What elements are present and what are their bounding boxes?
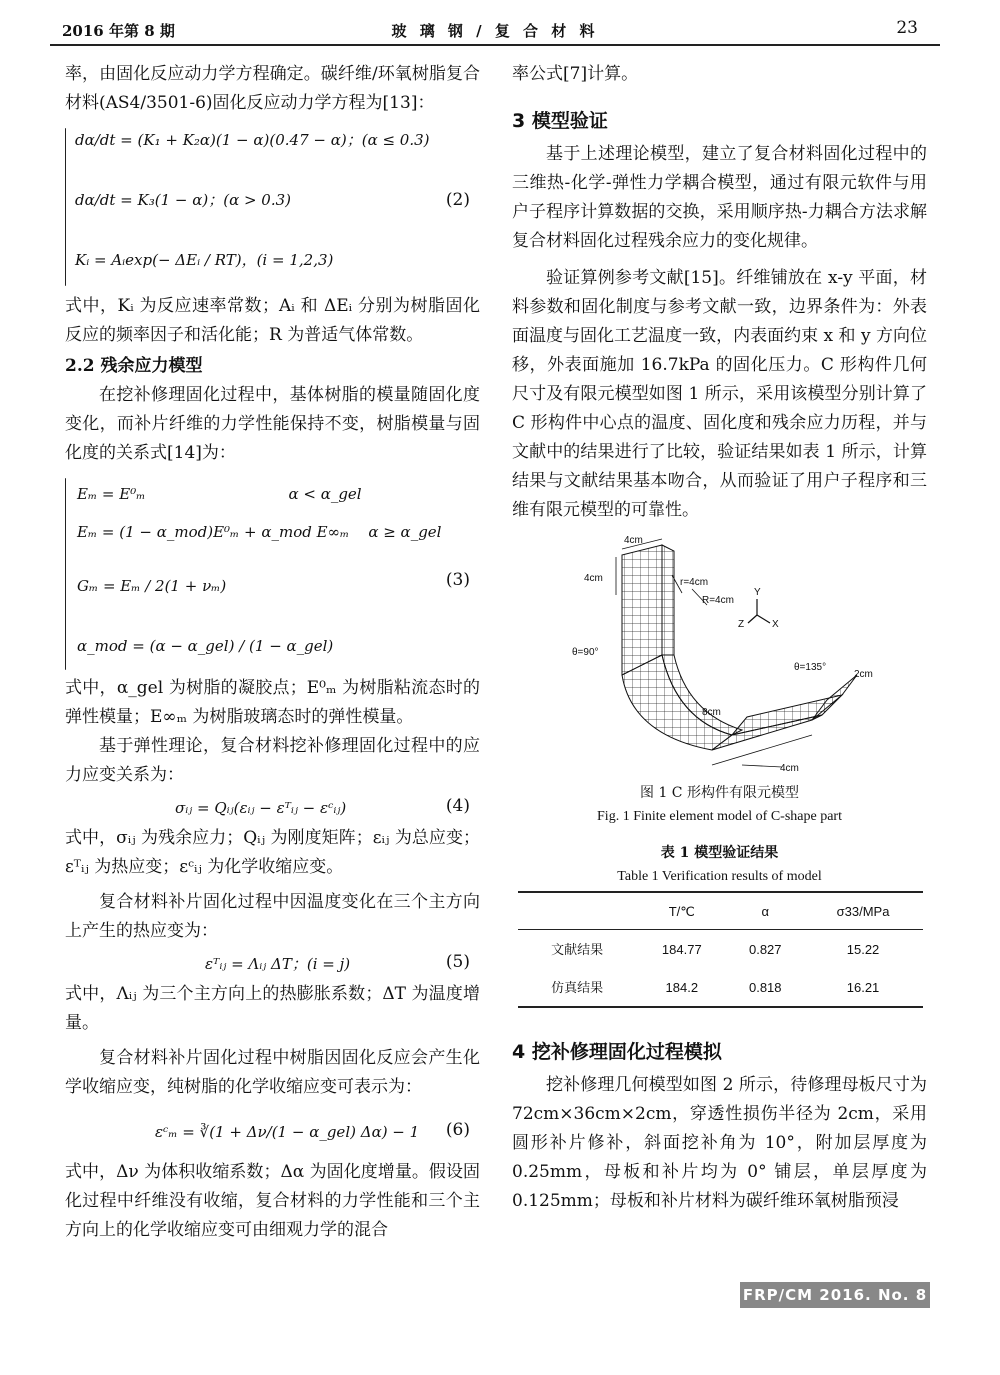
table-header: T/℃ bbox=[636, 892, 727, 930]
eq2-line1: dα/dt = (K₁ + K₂α)(1 − α)(0.47 − α)；(α ≤ 0.3) bbox=[75, 131, 430, 149]
equation-number: (4) bbox=[445, 796, 470, 816]
angle-label: θ=90° bbox=[572, 647, 599, 658]
paragraph: 率公式[7]计算。 bbox=[512, 64, 639, 84]
vertical-flange bbox=[622, 545, 662, 675]
left-column bbox=[65, 60, 480, 1245]
section-heading: 2.2 残余应力模型 bbox=[65, 356, 203, 376]
equation-6 bbox=[65, 1102, 480, 1158]
dim-label: 4cm bbox=[584, 573, 603, 584]
table-caption-en: Table 1 Verification results of model bbox=[617, 869, 822, 884]
paragraph: 基于上述理论模型，建立了复合材料固化过程中的三维热-化学-弹性力学耦合模型，通过有限元软件与用户子程序计算数据的交换，采用顺序热-力耦合方法求解复合材料固化过程残余应力的变化规律。 bbox=[512, 144, 927, 251]
eq3-line4: α_mod = (α − α_gel) / (1 − α_gel) bbox=[77, 637, 334, 655]
dim-label: 2cm bbox=[854, 669, 873, 680]
table-header: α bbox=[727, 892, 803, 930]
paragraph: 挖补修理几何模型如图 2 所示，待修理母板尺寸为 72cm×36cm×2cm，穿透性损伤半径为 2cm，采用圆形补片修补，斜面挖补角为 10°，附加层厚度为 0.25mm，母板和补片均为 0° 铺层，单层厚度为 0.125mm；母板和补片材料为碳纤维环氧树脂预浸 bbox=[512, 1075, 927, 1211]
right-column bbox=[512, 60, 927, 1216]
table-header: σ33/MPa bbox=[803, 892, 923, 930]
eq6-body: εᶜₘ = ∛(1 + Δν/(1 − α_gel) Δα) − 1 bbox=[155, 1123, 420, 1141]
figure-caption-en: Fig. 1 Finite element model of C-shape part bbox=[597, 809, 842, 824]
equation-number: (3) bbox=[445, 570, 470, 590]
table-cell: 15.22 bbox=[846, 941, 880, 957]
table-cell: 0.818 bbox=[727, 968, 803, 1007]
dim-label: r=4cm bbox=[680, 577, 709, 588]
equation-3 bbox=[65, 474, 480, 674]
journal-badge: FRP/CM 2016. No. 8 bbox=[740, 1282, 930, 1308]
section-heading: 3 模型验证 bbox=[512, 110, 608, 132]
axis-label: Y bbox=[754, 587, 761, 598]
table-row bbox=[518, 930, 923, 969]
table-cell: 0.827 bbox=[748, 941, 782, 957]
flange-side bbox=[662, 545, 674, 655]
equation-number: (2) bbox=[445, 190, 470, 210]
figure-caption-cn: 图 1 C 形构件有限元模型 bbox=[640, 785, 799, 801]
section-heading: 4 挖补修理固化过程模拟 bbox=[512, 1041, 722, 1063]
eq3-line2: Eₘ = (1 − α_mod)E⁰ₘ + α_mod E∞ₘ α ≥ α_gel bbox=[77, 523, 442, 541]
eq3-line1: Eₘ = E⁰ₘ α < α_gel bbox=[77, 485, 362, 503]
paragraph: 式中，Kᵢ 为反应速率常数；Aᵢ 和 ΔEᵢ 分别为树脂固化反应的频率因子和活化能；R 为普适气体常数。 bbox=[65, 296, 480, 345]
web-surface bbox=[732, 695, 842, 735]
dim-label: 4cm bbox=[780, 763, 799, 774]
table-cell: 仿真结果 bbox=[518, 968, 636, 1007]
eq2-line2: dα/dt = K₃(1 − α)；(α > 0.3) bbox=[75, 191, 292, 209]
table-cell: 文献结果 bbox=[551, 941, 604, 957]
dim-label: 8cm bbox=[702, 707, 721, 718]
issue-label: 2016 年第 8 期 bbox=[62, 22, 175, 40]
paragraph: 基于弹性理论，复合材料挖补修理固化过程中的应力应变关系为： bbox=[65, 736, 480, 785]
paragraph: 验证算例参考文献[15]。纤维铺放在 x-y 平面，材料参数和固化制度与参考文献一致，边界条件为：外表面温度与固化工艺温度一致，内表面约束 x 和 y 方向位移，外表面施加 16.7kPa 的固化压力。C 形构件几何尺寸及有限元模型如图 1 所示，采用该模型分别计算了 C 形构件中心点的温度、固化度和残余应力历程，并与文献中的结果进行了比较，验证结果如表 1 所示，计算结果与文献结果基本吻合，从而验证了用户子程序和三维有限元模型的可靠性。 bbox=[512, 268, 927, 520]
dim-label: R=4cm bbox=[702, 595, 734, 606]
equation-number: (6) bbox=[445, 1120, 470, 1140]
equation-5 bbox=[65, 946, 480, 980]
dim-label: 4cm bbox=[624, 535, 643, 546]
axis-label: Z bbox=[738, 619, 745, 630]
paragraph: 复合材料补片固化过程中因温度变化在三个主方向上产生的热应变为： bbox=[65, 892, 480, 941]
eq4-body: σᵢⱼ = Qᵢⱼ(εᵢⱼ − εᵀᵢⱼ − εᶜᵢⱼ) bbox=[175, 799, 347, 817]
paragraph: 式中，Λᵢⱼ 为三个主方向上的热膨胀系数；ΔT 为温度增量。 bbox=[65, 984, 480, 1033]
eq2-line3: Kᵢ = Aᵢexp(− ΔEᵢ / RT)，(i = 1,2,3) bbox=[75, 251, 334, 269]
paragraph: 式中，α_gel 为树脂的凝胶点；E⁰ₘ 为树脂粘流态时的弹性模量；E∞ₘ 为树脂玻璃态时的弹性模量。 bbox=[65, 678, 480, 727]
table-cell: 16.21 bbox=[803, 968, 923, 1007]
table-cell: 184.77 bbox=[661, 941, 702, 957]
paragraph: 在挖补修理固化过程中，基体树脂的模量随固化度变化，而补片纤维的力学性能保持不变，树脂模量与固化度的关系式[14]为： bbox=[65, 385, 480, 463]
paragraph: 式中，σᵢⱼ 为残余应力；Qᵢⱼ 为刚度矩阵；εᵢⱼ 为总应变；εᵀᵢⱼ 为热应变；εᶜᵢⱼ 为化学收缩应变。 bbox=[65, 828, 480, 877]
paragraph: 复合材料补片固化过程中树脂因固化反应会产生化学收缩应变，纯树脂的化学收缩应变可表示为： bbox=[65, 1048, 480, 1097]
paragraph: 率，由固化反应动力学方程确定。碳纤维/环氧树脂复合材料(AS4/3501-6)固化反应动力学方程为[13]： bbox=[65, 64, 480, 113]
paragraph: 式中，Δν 为体积收缩系数；Δα 为固化度增量。假设固化过程中纤维没有收缩，复合材料的力学性能和三个主方向上的化学收缩应变可由细观力学的混合 bbox=[65, 1162, 480, 1240]
page-number: 23 bbox=[896, 18, 918, 38]
table-cell: 184.2 bbox=[636, 968, 727, 1007]
equation-2 bbox=[65, 122, 480, 292]
journal-title: 玻 璃 钢 / 复 合 材 料 bbox=[391, 22, 599, 40]
equation-number: (5) bbox=[445, 952, 470, 972]
page-header bbox=[50, 14, 940, 46]
axis-label: X bbox=[772, 619, 779, 630]
verification-table bbox=[518, 891, 923, 1008]
table-header bbox=[518, 892, 636, 930]
eq3-line3: Gₘ = Eₘ / 2(1 + νₘ) bbox=[77, 577, 227, 595]
eq5-body: εᵀᵢⱼ = Λᵢⱼ ΔT；(i = j) bbox=[205, 955, 351, 973]
table-header-row bbox=[518, 892, 923, 930]
table-caption-cn: 表 1 模型验证结果 bbox=[660, 845, 779, 861]
end-flange bbox=[812, 675, 857, 720]
equation-4 bbox=[65, 790, 480, 824]
c-shape-fe-model bbox=[512, 535, 927, 775]
figure-1 bbox=[512, 535, 927, 775]
table-row bbox=[518, 968, 923, 1007]
angle-label: θ=135° bbox=[794, 662, 827, 673]
